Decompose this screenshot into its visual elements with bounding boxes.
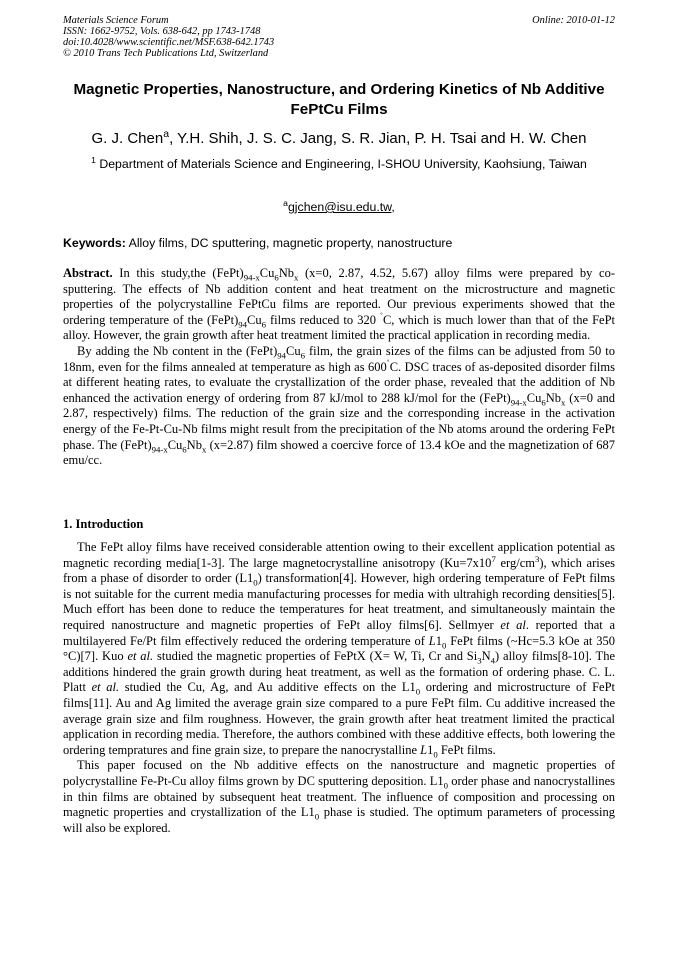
- author-rest: , Y.H. Shih, J. S. C. Jang, S. R. Jian, P. H. Tsai and H. W. Chen: [169, 130, 587, 147]
- subscript: 6: [261, 319, 266, 330]
- online-date: Online: 2010-01-12: [532, 15, 615, 26]
- subscript: 6: [300, 350, 305, 361]
- subscript: 94-x: [151, 444, 168, 455]
- email-sup: a: [283, 197, 288, 208]
- text-run: 1: [427, 742, 434, 757]
- text-run: 1: [435, 633, 442, 648]
- italic-run: et al: [500, 617, 526, 632]
- abstract-paragraph-2: [63, 344, 615, 469]
- text-run: (x=2.87) film showed a coercive force of 13.4 kOe and the magnetization of 687 emu/cc.: [63, 437, 615, 468]
- text-run: By adding the Nb content in the (FePt): [77, 343, 278, 358]
- subscript: 94-x: [510, 397, 527, 408]
- email-link[interactable]: gjchen@isu.edu.tw: [287, 200, 392, 214]
- subscript: 6: [182, 444, 187, 455]
- subscript: 4: [490, 655, 496, 666]
- subscript: 94-x: [243, 272, 260, 283]
- email-line: [40, 197, 638, 214]
- subscript: 94: [238, 319, 247, 330]
- journal-header: [63, 15, 615, 59]
- text-run: (x=0 and 2.87, respectively) films. The reduction of the grain size and the corresponding increase in the activation energy of the Fe-Pt-Cu-Nb films might result from the precipitation of the Nb atoms around the ordering FePt phase. The (FePt): [63, 390, 615, 452]
- abstract: [63, 266, 615, 469]
- subscript: x: [201, 444, 207, 455]
- journal-name: Materials Science Forum: [63, 15, 169, 26]
- text-run: Nb: [545, 390, 561, 405]
- text-run: film, the grain sizes of the films can be adjusted from 50 to 18nm, even for the films annealed at temperature as high as 600: [63, 343, 615, 374]
- text-run: erg/cm: [495, 555, 535, 570]
- abstract-paragraph-1: [63, 266, 615, 344]
- copyright-line: © 2010 Trans Tech Publications Ltd, Switzerland: [63, 48, 269, 59]
- keywords: [63, 236, 615, 250]
- text-run: phase is studied. The optimum parameters of processing will also be explored.: [63, 805, 615, 835]
- email-trail: ,: [391, 200, 395, 214]
- text-run: FePt films.: [437, 742, 496, 757]
- text-run: Cu: [526, 390, 542, 405]
- italic-run: et al.: [127, 649, 154, 664]
- text-run: This paper focused on the Nb additive effects on the nanostructure and magnetic properties of polycrystalline Fe-Pt-Cu alloy films grown by DC sputtering deposition. L1: [63, 758, 615, 788]
- subscript: 0: [433, 749, 438, 760]
- text-run: Nb: [278, 266, 294, 280]
- affiliation-text: Department of Materials Science and Engineering, I-SHOU University, Kaohsiung, Taiwan: [95, 157, 587, 171]
- italic-run: L: [428, 633, 436, 648]
- text-run: studied the Cu, Ag, and Au additive effects on the L1: [119, 680, 416, 695]
- subscript: 0: [253, 577, 258, 588]
- affiliation-sup: 1: [91, 154, 96, 165]
- text-run: C, which is much lower than that of the FePt alloy. However, the grain growth after heat treatment limited the practical application in recording media.: [63, 312, 615, 343]
- superscript: ˚: [380, 310, 383, 321]
- subscript: 0: [443, 780, 449, 791]
- subscript: x: [561, 397, 566, 408]
- subscript: 6: [274, 272, 279, 283]
- text-run: ordering and microstructure of FePt films[11]. Au and Ag limited the average grain size compared to a pure FePt film. Cu additive increased the average grain size and film roughness. However, the grain growth after heat treatment limited the practical application in recording media. Therefore, the authors combined with these additive effects, both lowering the ordering tempratures and fine grain size, to prepare the nanocrystalline: [63, 680, 615, 757]
- subscript: 0: [314, 811, 320, 822]
- subscript: 6: [541, 397, 546, 408]
- text-run: FePt films (~Hc=5.3 kOe at 350 °C)[7]. Kuo: [63, 633, 615, 664]
- subscript: x: [293, 272, 299, 283]
- keywords-text: Alloy films, DC sputtering, magnetic property, nanostructure: [125, 236, 453, 250]
- keywords-label: Keywords:: [63, 236, 126, 250]
- superscript: ˚: [386, 357, 390, 368]
- subscript: 0: [441, 640, 447, 651]
- abstract-label: Abstract.: [63, 266, 113, 280]
- section-heading-introduction: 1. Introduction: [63, 517, 144, 531]
- intro-paragraph-2: [63, 758, 615, 836]
- introduction: [63, 540, 615, 836]
- text-run: Cu: [246, 312, 262, 327]
- superscript: 3: [534, 553, 540, 564]
- text-run: In this study,the (FePt): [112, 266, 244, 280]
- text-run: (x=0, 2.87, 4.52, 5.67) alloy films were prepared by co-sputtering. The effects of Nb addition content and heat treatment on the microstructure and magnetic properties of the polycrystalline FePtCu films are reported. Our previous experiments showed that the ordering temperature of the (FePt): [63, 266, 615, 327]
- text-run: order phase and nanocrystallines in thin films are obtained by subsequent heat treatment. The influence of composition and processing on magnetic properties and crystallization of the L1: [63, 773, 616, 820]
- text-run: . reported that a multilayered Fe/Pt film effectively reduced the ordering temperature of: [63, 617, 616, 648]
- author-first: G. J. Chen: [91, 130, 164, 147]
- author-sup: a: [163, 128, 170, 140]
- text-run: ) alloy films[8-10]. The additions hindered the grain growth during heat treatment, as well as the formation of ordering phase. C. L. Platt: [63, 649, 615, 695]
- text-run: studied the magnetic properties of FePtX (X= W, Ti, Cr and Si: [153, 649, 478, 664]
- text-run: ), which arises from a phase of disorder to order (L1: [63, 555, 615, 586]
- doi-line: doi:10.4028/www.scientific.net/MSF.638-642.1743: [63, 37, 275, 48]
- text-run: Nb: [186, 437, 202, 452]
- text-run: N: [481, 649, 491, 664]
- affiliation: [40, 154, 638, 171]
- text-run: Cu: [259, 266, 275, 280]
- author-list: [40, 130, 638, 147]
- italic-run: et al.: [91, 680, 120, 695]
- text-run: C. DSC traces of as-deposited disorder films at different heating rates, to evaluate the crystallization of the order phase, revealed that the addition of Nb enhanced the activation energy of ordering from 87 kJ/mol to 288 kJ/mol for the (FePt): [63, 359, 615, 405]
- text-run: The FePt alloy films have received considerable attention owing to their excellent application potential as magnetic recording media[1-3]. The large magnetocrystalline anisotropy (Ku=7x10: [63, 540, 615, 570]
- text-run: ) transformation[4]. However, high ordering temperature of FePt films is not suitable for the current media manufacturing processes for media with ultrahigh recording densities[5]. Much effort has been done to reduce the temperatures for heat treatment, and simultaneously maintain the required nanostructure and magnetic properties of FePt alloy films[6]. Sellmyer: [63, 571, 615, 632]
- paper-title: Magnetic Properties, Nanostructure, and Ordering Kinetics of Nb Additive FePtCu Films: [73, 81, 605, 118]
- subscript: 94: [277, 350, 286, 361]
- subscript: 3: [477, 655, 482, 666]
- text-run: films reduced to 320: [265, 312, 381, 327]
- text-run: Cu: [167, 437, 183, 452]
- superscript: 7: [491, 553, 496, 564]
- italic-run: L: [420, 742, 428, 757]
- intro-paragraph-1: [63, 540, 615, 758]
- text-run: Cu: [286, 343, 301, 358]
- issn-line: ISSN: 1662-9752, Vols. 638-642, pp 1743-1748: [63, 26, 261, 37]
- subscript: 0: [415, 686, 421, 697]
